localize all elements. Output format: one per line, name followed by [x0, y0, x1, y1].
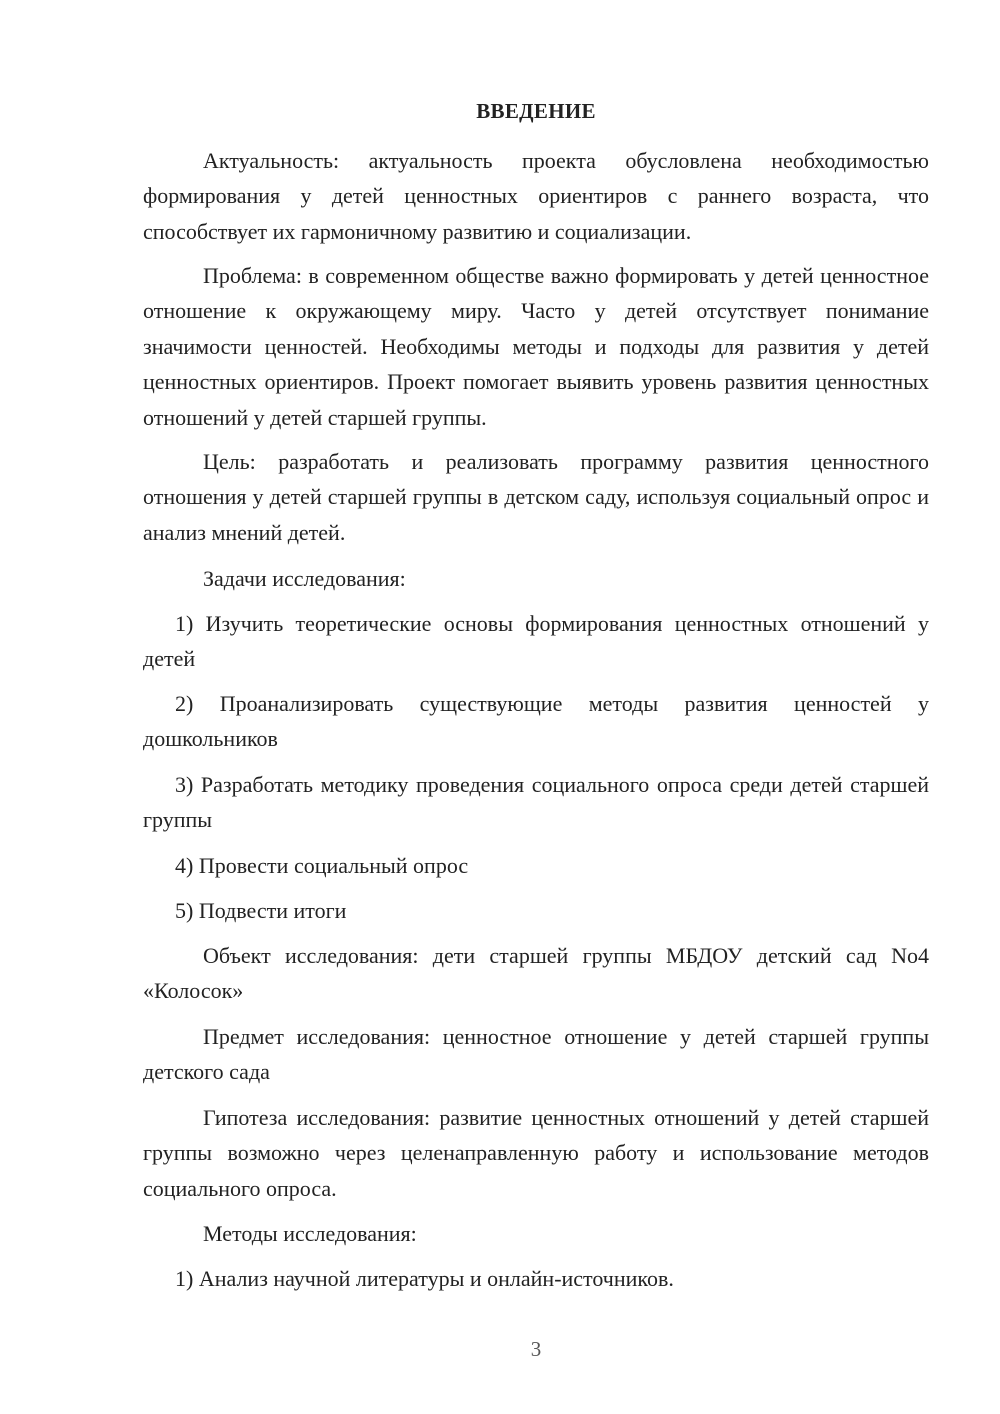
paragraph-subject: Предмет исследования: ценностное отношение у детей старшей группы детского сада: [143, 1024, 929, 1085]
paragraph-problem: Проблема: в современном обществе важно формировать у детей ценностное отношение к окружающему миру. Часто у детей отсутствует понимание значимости ценностей. Необходимы методы и подходы для развития у детей ценностных ориентиров. Проект помогает выявить уровень развития ценностных отношений у детей старшей группы.: [143, 263, 929, 430]
list-item-method-1: 1) Анализ научной литературы и онлайн-источников.: [175, 1266, 674, 1291]
paragraph-methods-title: Методы исследования:: [203, 1221, 417, 1246]
paragraph-relevance: Актуальность: актуальность проекта обусловлена необходимостью формирования у детей ценностных ориентиров с раннего возраста, что способствует их гармоничному развитию и социализации.: [143, 148, 929, 244]
paragraph-tasks-title: Задачи исследования:: [203, 566, 406, 591]
paragraph-hypothesis: Гипотеза исследования: развитие ценностных отношений у детей старшей группы возможно через целенаправленную работу и использование методов социального опроса.: [143, 1105, 929, 1201]
list-item-task-5: 5) Подвести итоги: [175, 898, 347, 923]
list-item-task-3: 3) Разработать методику проведения социального опроса среди детей старшей группы: [143, 772, 929, 833]
page-number: 3: [530, 1337, 542, 1361]
list-item-task-2: 2) Проанализировать существующие методы развития ценностей у дошкольников: [143, 691, 929, 752]
paragraph-object: Объект исследования: дети старшей группы МБДОУ детский сад No4 «Колосок»: [143, 943, 929, 1004]
list-item-task-1: 1) Изучить теоретические основы формирования ценностных отношений у детей: [143, 611, 929, 672]
paragraph-goal: Цель: разработать и реализовать программу развития ценностного отношения у детей старшей группы в детском саду, используя социальный опрос и анализ мнений детей.: [143, 449, 929, 545]
section-heading: ВВЕДЕНИЕ: [476, 99, 596, 123]
list-item-task-4: 4) Провести социальный опрос: [175, 853, 469, 878]
